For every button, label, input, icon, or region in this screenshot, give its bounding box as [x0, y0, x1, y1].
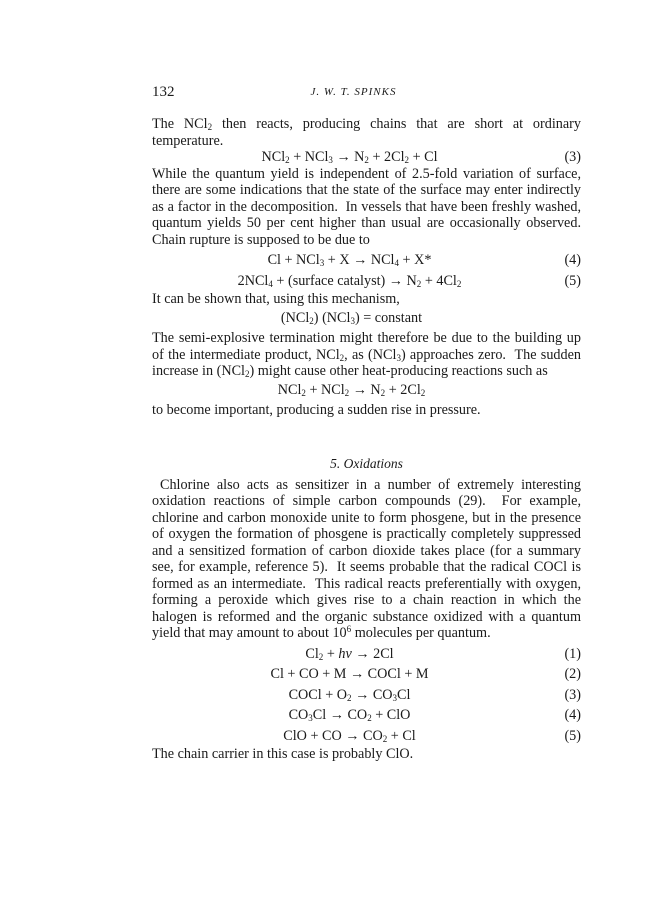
- paragraph: to become important, producing a sudden rise in pressure.: [152, 402, 481, 418]
- equation-expression: $Cl_2 + h\nu \to 2Cl$: [305, 645, 394, 662]
- page-number: 132: [152, 84, 175, 100]
- relation-constant: (NCl$_2$) (NCl$_3$) = constant: [280, 309, 423, 326]
- equation-list: [152, 646, 581, 745]
- page-header: [152, 84, 555, 104]
- paragraph: The semi-explosive termination might therefore be due to the building up of the intermediate product, NCl$_2$, as (NCl$_3$) approaches zero. The sudden increase in (NCl$_2$) might cause other heat-producing reactions such as: [152, 330, 582, 379]
- equation-expression: Cl + NCl$_3$ + X → NCl$_4$ + X*: [267, 252, 432, 268]
- paragraph: It can be shown that, using this mechanism,: [152, 291, 400, 307]
- oxidation-equation: [152, 728, 581, 745]
- reaction-equation: $NCl_2 + NCl_2 \to N_2 + 2Cl_2$: [277, 381, 426, 398]
- equation-4: [152, 252, 581, 269]
- paragraph: While the quantum yield is independent of 2.5-fold variation of surface, there are some indications that the state of the surface may enter indirectly as a factor in the decomposition. In vessels that have been freshly washed, quantum yields 50 per cent higher than usual are occasionally observed. Chain rupture is supposed to be due to: [152, 165, 581, 248]
- section-ncl2-mechanism: [152, 116, 581, 419]
- equation-number: (1): [564, 645, 581, 662]
- equation-3: [152, 149, 581, 166]
- oxidation-equation: [152, 646, 581, 663]
- oxidation-equation: [152, 687, 581, 704]
- equation-expression: Cl + CO + M → COCl + M: [270, 666, 429, 682]
- equation-number: (4): [564, 252, 581, 268]
- oxidation-equation: [152, 707, 581, 724]
- section-oxidations: [152, 456, 581, 763]
- equation-expression: 2NCl$_4$ + (surface catalyst) → $N_2 + 4Cl_2$: [237, 272, 462, 289]
- equation-expression: ClO + CO → $CO_2 + Cl$: [283, 727, 416, 744]
- paragraph: The chain carrier in this case is probably ClO.: [152, 746, 414, 762]
- equation-number: (2): [564, 666, 581, 682]
- oxidation-equation: [152, 666, 581, 683]
- equation-number: (3): [564, 686, 581, 703]
- section-heading: 5. Oxidations: [330, 456, 403, 471]
- equation-expression: COCl + $O_2 \to CO_3Cl$: [288, 686, 411, 703]
- paragraph: The NCl$_2$ then reacts, producing chains that are short at ordinary temperature.: [152, 116, 581, 149]
- equation-expression: $NCl_2 + NCl_3 \to N_2 + 2Cl_2 + Cl$: [261, 149, 438, 165]
- equation-expression: $CO_3Cl \to CO_2$ + ClO: [288, 707, 411, 723]
- paragraph: Chlorine also acts as sensitizer in a number of extremely interesting oxidation reactions of simple carbon compounds (29). For example, chlorine and carbon monoxide unite to form phosgene, but in the presence of oxygen the formation of phosgene is practically completely suppressed and a sensitized formation of carbon dioxide takes place (for a summary see, for example, reference 5). It seems probable that the radical COCl is formed as an intermediate. This radical reacts preferentially with oxygen, forming a peroxide which gives rise to a chain reaction in which the halogen is reformed and the organic substance oxidized with a quantum yield that may amount to about $10^6$ molecules per quantum.: [152, 476, 581, 641]
- running-head: J. W. T. SPINKS: [310, 86, 397, 98]
- equation-number: (5): [564, 727, 581, 744]
- equation-5: [152, 273, 581, 290]
- equation-number: (4): [564, 707, 581, 723]
- equation-number: (3): [564, 149, 581, 165]
- equation-number: (5): [564, 272, 581, 289]
